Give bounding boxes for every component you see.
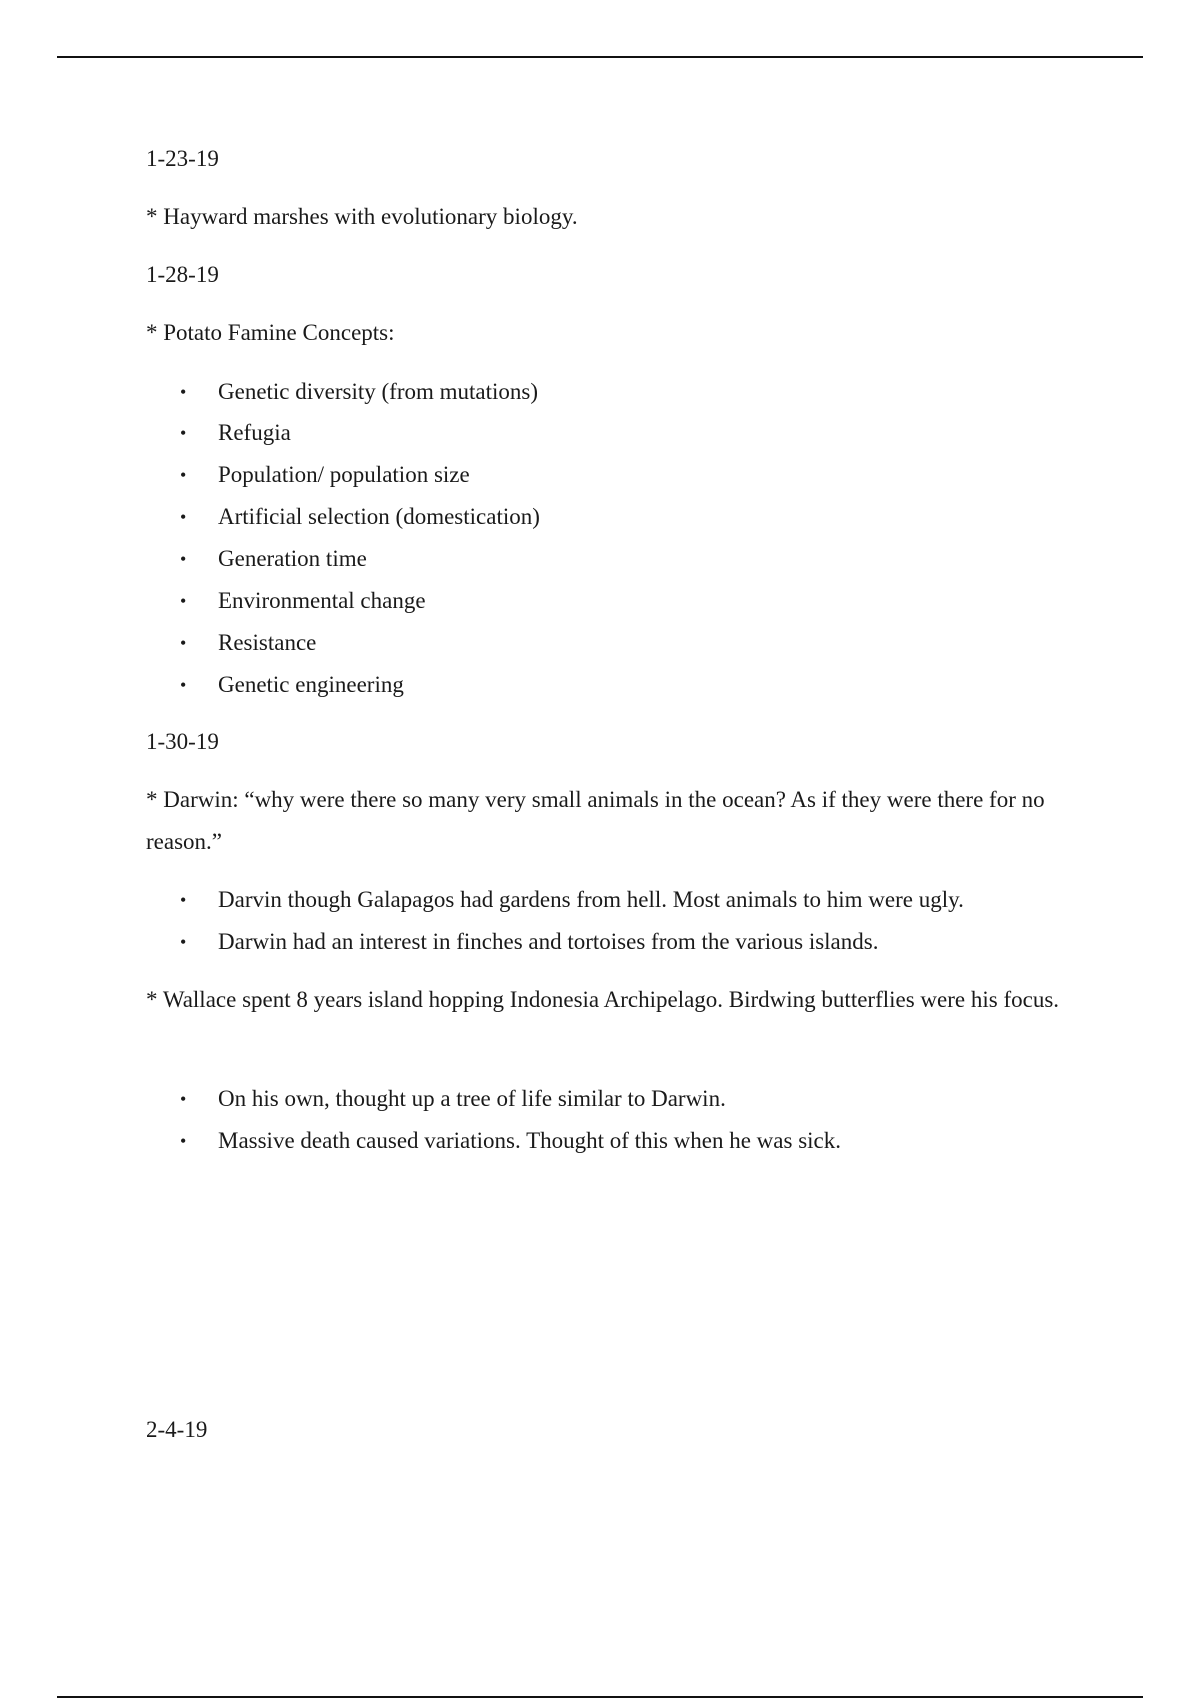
page-top-rule [57, 56, 1143, 58]
bullet-icon: • [180, 549, 187, 569]
date-heading: 2-4-19 [146, 1417, 208, 1442]
bullet-icon: • [180, 507, 187, 527]
date-heading: 1-28-19 [146, 262, 219, 287]
note-paragraph: * Wallace spent 8 years island hopping Indonesia Archipelago. Birdwing butterflies were his focus. [146, 987, 1060, 1012]
bullet-icon: • [180, 382, 187, 402]
page-bottom-rule [57, 1696, 1143, 1698]
bullet-icon: • [180, 1131, 187, 1151]
bullet-icon: • [180, 675, 187, 695]
bullet-icon: • [180, 423, 187, 443]
note-line: * Hayward marshes with evolutionary biology. [146, 204, 578, 229]
bullet-icon: • [180, 890, 187, 910]
bullet-icon: • [180, 932, 187, 952]
note-paragraph: * Darwin: “why were there so many very small animals in the ocean? As if they were there for no reason.” [146, 787, 1045, 854]
bullet-icon: • [180, 1089, 187, 1109]
bullet-icon: • [180, 465, 187, 485]
note-line: * Potato Famine Concepts: [146, 320, 395, 345]
bullet-icon: • [180, 633, 187, 653]
date-heading: 1-30-19 [146, 729, 219, 754]
bullet-icon: • [180, 591, 187, 611]
date-heading: 1-23-19 [146, 146, 219, 171]
